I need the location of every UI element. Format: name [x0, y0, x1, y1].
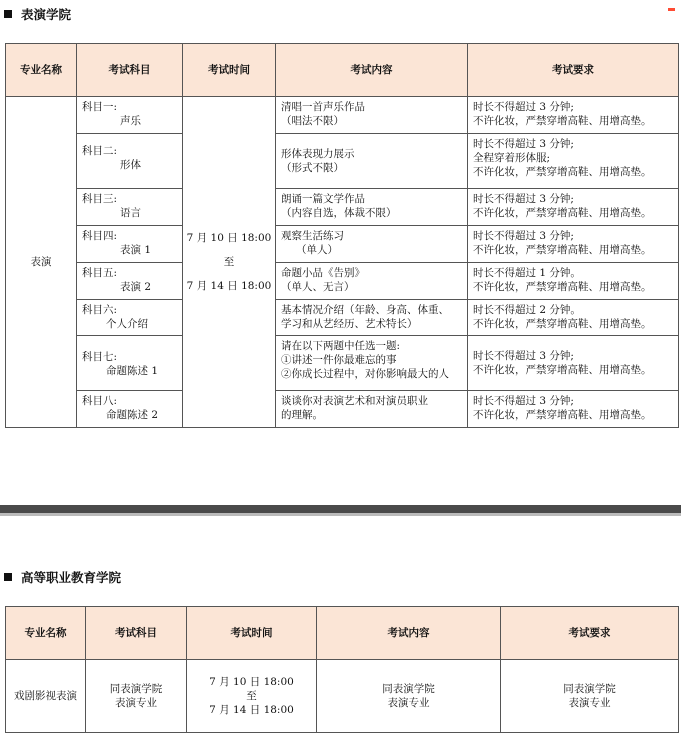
table-header-row — [6, 607, 679, 660]
subject-cell: 科目三: 语言 — [77, 189, 183, 226]
table-row — [6, 263, 679, 300]
requirement-cell: 时长不得超过 2 分钟。 不许化妆，严禁穿增高鞋、用增高垫。 — [468, 300, 679, 336]
header-content: 考试内容 — [276, 44, 468, 97]
corner-mark — [668, 8, 675, 11]
page-divider-shadow — [0, 513, 681, 516]
section-title-vocational — [4, 568, 121, 586]
requirement-cell: 时长不得超过 3 分钟; 不许化妆，严禁穿增高鞋、用增高垫。 — [468, 226, 679, 263]
page-divider — [0, 505, 681, 513]
section-title-text: 高等职业教育学院 — [21, 570, 122, 585]
subject-cell: 科目七: 命题陈述 1 — [77, 336, 183, 391]
content-cell: 基本情况介绍（年龄、身高、体重、 学习和从艺经历、艺术特长） — [276, 300, 468, 336]
requirement-cell: 时长不得超过 3 分钟; 不许化妆，严禁穿增高鞋、用增高垫。 — [468, 97, 679, 134]
subject-cell: 科目五: 表演 2 — [77, 263, 183, 300]
header-major: 专业名称 — [6, 44, 77, 97]
major-cell: 戏剧影视表演 — [6, 660, 86, 733]
subject-cell: 科目六: 个人介绍 — [77, 300, 183, 336]
performance-exam-table — [5, 43, 679, 428]
requirement-cell: 时长不得超过 3 分钟; 全程穿着形体服; 不许化妆，严禁穿增高鞋、用增高垫。 — [468, 134, 679, 189]
major-cell: 表演 — [6, 97, 77, 428]
content-cell: 朗诵一篇文学作品 （内容自选，体裁不限） — [276, 189, 468, 226]
time-cell: 7 月 10 日 18:00 至 7 月 14 日 18:00 — [183, 97, 276, 428]
content-cell: 观察生活练习 （单人） — [276, 226, 468, 263]
table-row — [6, 97, 679, 134]
requirement-cell: 时长不得超过 1 分钟。 不许化妆，严禁穿增高鞋、用增高垫。 — [468, 263, 679, 300]
header-requirement: 考试要求 — [468, 44, 679, 97]
header-major: 专业名称 — [6, 607, 86, 660]
content-cell: 谈谈你对表演艺术和对演员职业 的理解。 — [276, 391, 468, 428]
header-subject: 考试科目 — [86, 607, 187, 660]
section-title-performance — [4, 5, 71, 23]
table-header-row — [6, 44, 679, 97]
table-row — [6, 300, 679, 336]
requirement-cell: 时长不得超过 3 分钟; 不许化妆，严禁穿增高鞋、用增高垫。 — [468, 189, 679, 226]
header-content: 考试内容 — [317, 607, 501, 660]
table-row — [6, 226, 679, 263]
content-cell: 同表演学院 表演专业 — [317, 660, 501, 733]
table-row — [6, 134, 679, 189]
table-row — [6, 189, 679, 226]
subject-cell: 同表演学院 表演专业 — [86, 660, 187, 733]
vocational-exam-table — [5, 606, 679, 733]
header-time: 考试时间 — [187, 607, 317, 660]
table-row — [6, 391, 679, 428]
content-cell: 命题小品《告别》 （单人、无言） — [276, 263, 468, 300]
subject-cell: 科目一: 声乐 — [77, 97, 183, 134]
content-cell: 清唱一首声乐作品 （唱法不限） — [276, 97, 468, 134]
subject-cell: 科目八: 命题陈述 2 — [77, 391, 183, 428]
content-cell: 请在以下两题中任选一题: ①讲述一件你最难忘的事 ②你成长过程中，对你影响最大的人 — [276, 336, 468, 391]
requirement-cell: 时长不得超过 3 分钟; 不许化妆，严禁穿增高鞋、用增高垫。 — [468, 336, 679, 391]
table-row — [6, 660, 679, 733]
content-cell: 形体表现力展示 （形式不限） — [276, 134, 468, 189]
header-requirement: 考试要求 — [501, 607, 679, 660]
subject-cell: 科目二: 形体 — [77, 134, 183, 189]
header-subject: 考试科目 — [77, 44, 183, 97]
requirement-cell: 同表演学院 表演专业 — [501, 660, 679, 733]
section-title-text: 表演学院 — [21, 7, 72, 22]
subject-cell: 科目四: 表演 1 — [77, 226, 183, 263]
time-cell: 7 月 10 日 18:00 至 7 月 14 日 18:00 — [187, 660, 317, 733]
header-time: 考试时间 — [183, 44, 276, 97]
requirement-cell: 时长不得超过 3 分钟; 不许化妆，严禁穿增高鞋、用增高垫。 — [468, 391, 679, 428]
square-bullet-icon — [4, 573, 12, 581]
square-bullet-icon — [4, 10, 12, 18]
table-row — [6, 336, 679, 391]
